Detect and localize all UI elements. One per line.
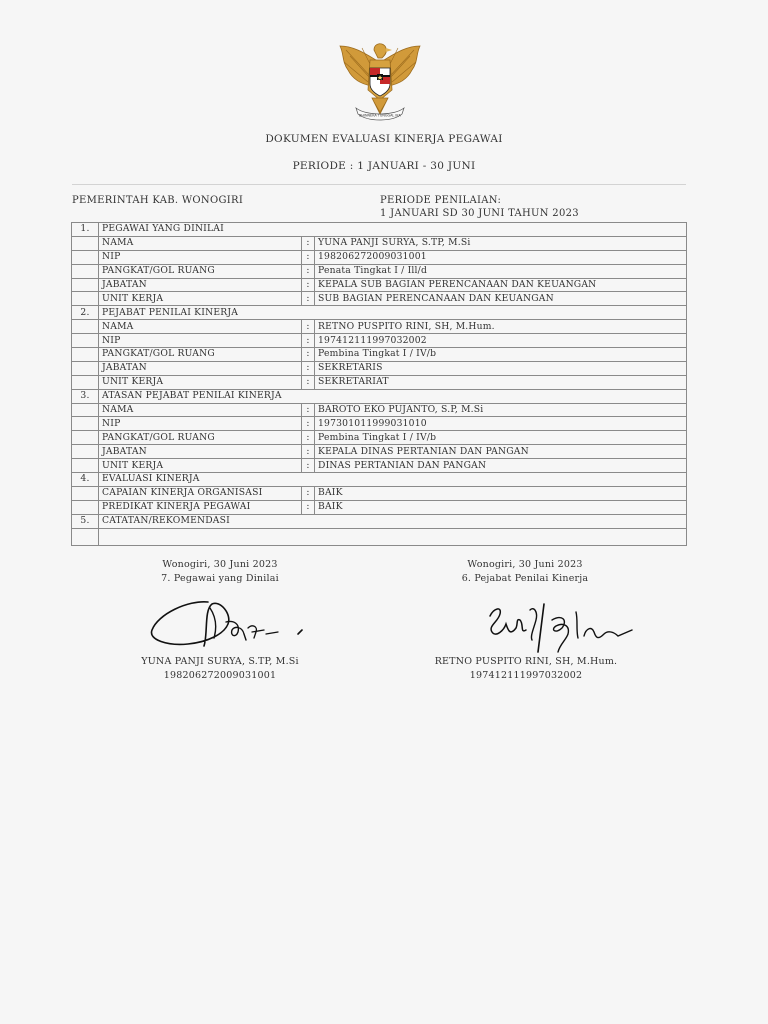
field-label: PANGKAT/GOL RUANG bbox=[99, 348, 302, 362]
separator: : bbox=[302, 375, 315, 389]
separator: : bbox=[302, 278, 315, 292]
emblem-motto: BHINNEKA TUNGGAL IKA bbox=[359, 113, 401, 118]
separator: : bbox=[302, 500, 315, 514]
separator: : bbox=[302, 431, 315, 445]
table-row bbox=[72, 459, 687, 473]
separator: : bbox=[302, 417, 315, 431]
number-cell bbox=[72, 361, 99, 375]
field-label: UNIT KERJA bbox=[99, 375, 302, 389]
section-heading: EVALUASI KINERJA bbox=[99, 473, 687, 487]
separator: : bbox=[302, 348, 315, 362]
field-value: 197412111997032002 bbox=[315, 334, 687, 348]
separator: : bbox=[302, 334, 315, 348]
signature-block-right bbox=[425, 558, 625, 586]
field-label: CAPAIAN KINERJA ORGANISASI bbox=[99, 486, 302, 500]
table-row bbox=[72, 250, 687, 264]
number-cell bbox=[72, 459, 99, 473]
number-cell bbox=[72, 445, 99, 459]
number-cell bbox=[72, 320, 99, 334]
table-row bbox=[72, 264, 687, 278]
table-row bbox=[72, 334, 687, 348]
signer-left bbox=[120, 655, 320, 683]
number-cell bbox=[72, 417, 99, 431]
section-heading: CATATAN/REKOMENDASI bbox=[99, 514, 687, 528]
assessment-period-value: 1 JANUARI SD 30 JUNI TAHUN 2023 bbox=[380, 208, 579, 219]
signer-nip: 198206272009031001 bbox=[163, 670, 277, 681]
evaluation-table bbox=[71, 222, 687, 546]
field-label: UNIT KERJA bbox=[99, 459, 302, 473]
section-heading: PEGAWAI YANG DINILAI bbox=[99, 223, 687, 237]
section-heading-row bbox=[72, 473, 687, 487]
separator: : bbox=[302, 250, 315, 264]
field-value: BAROTO EKO PUJANTO, S.P, M.Si bbox=[315, 403, 687, 417]
field-label: PANGKAT/GOL RUANG bbox=[99, 431, 302, 445]
number-cell bbox=[72, 348, 99, 362]
number-cell bbox=[72, 236, 99, 250]
number-cell bbox=[72, 264, 99, 278]
field-label: NAMA bbox=[99, 320, 302, 334]
signer-nip: 197412111997032002 bbox=[469, 670, 583, 681]
field-value: Pembina Tingkat I / IV/b bbox=[315, 348, 687, 362]
field-value: RETNO PUSPITO RINI, SH, M.Hum. bbox=[315, 320, 687, 334]
table-row bbox=[72, 431, 687, 445]
field-label: UNIT KERJA bbox=[99, 292, 302, 306]
separator: : bbox=[302, 486, 315, 500]
table-row bbox=[72, 403, 687, 417]
table-row bbox=[72, 236, 687, 250]
separator: : bbox=[302, 292, 315, 306]
separator: : bbox=[302, 459, 315, 473]
signer-role: 6. Pejabat Penilai Kinerja bbox=[461, 573, 589, 584]
number-cell bbox=[72, 334, 99, 348]
number-cell bbox=[72, 500, 99, 514]
field-value: SEKRETARIAT bbox=[315, 375, 687, 389]
document-title: DOKUMEN EVALUASI KINERJA PEGAWAI bbox=[265, 133, 503, 145]
signer-name: YUNA PANJI SURYA, S.TP, M.Si bbox=[141, 656, 299, 667]
field-label: NIP bbox=[99, 334, 302, 348]
section-number: 2. bbox=[72, 306, 99, 320]
separator: : bbox=[302, 361, 315, 375]
field-value: 197301011999031010 bbox=[315, 417, 687, 431]
field-label: NIP bbox=[99, 417, 302, 431]
field-value: YUNA PANJI SURYA, S.TP, M.Si bbox=[315, 236, 687, 250]
signer-role: 7. Pegawai yang Dinilai bbox=[161, 573, 279, 584]
table-row bbox=[72, 361, 687, 375]
number-cell bbox=[72, 250, 99, 264]
separator: : bbox=[302, 320, 315, 334]
section-heading-row bbox=[72, 223, 687, 237]
field-label: PANGKAT/GOL RUANG bbox=[99, 264, 302, 278]
section-number: 1. bbox=[72, 223, 99, 237]
signature-block-left bbox=[120, 558, 320, 586]
table-row bbox=[72, 417, 687, 431]
field-label: PREDIKAT KINERJA PEGAWAI bbox=[99, 500, 302, 514]
section-number: 5. bbox=[72, 514, 99, 528]
signer-name: RETNO PUSPITO RINI, SH, M.Hum. bbox=[434, 656, 618, 667]
separator: : bbox=[302, 236, 315, 250]
field-label: NAMA bbox=[99, 236, 302, 250]
number-cell bbox=[72, 292, 99, 306]
section-number: 4. bbox=[72, 473, 99, 487]
separator: : bbox=[302, 445, 315, 459]
field-value: Pembina Tingkat I / IV/b bbox=[315, 431, 687, 445]
table-row bbox=[72, 348, 687, 362]
number-cell bbox=[72, 278, 99, 292]
field-label: JABATAN bbox=[99, 278, 302, 292]
table-row bbox=[72, 486, 687, 500]
section-heading-row bbox=[72, 306, 687, 320]
field-label: JABATAN bbox=[99, 361, 302, 375]
signer-right bbox=[418, 655, 634, 683]
number-cell bbox=[72, 375, 99, 389]
field-value: SEKRETARIS bbox=[315, 361, 687, 375]
place-date: Wonogiri, 30 Juni 2023 bbox=[467, 559, 583, 570]
separator: : bbox=[302, 264, 315, 278]
table-row bbox=[72, 320, 687, 334]
section-number: 3. bbox=[72, 389, 99, 403]
field-value: KEPALA DINAS PERTANIAN DAN PANGAN bbox=[315, 445, 687, 459]
section-heading: PEJABAT PENILAI KINERJA bbox=[99, 306, 687, 320]
table-row bbox=[72, 292, 687, 306]
number-cell bbox=[72, 403, 99, 417]
number-cell bbox=[72, 431, 99, 445]
government-name: PEMERINTAH KAB. WONOGIRI bbox=[72, 195, 244, 206]
field-value: Penata Tingkat I / Ill/d bbox=[315, 264, 687, 278]
place-date: Wonogiri, 30 Juni 2023 bbox=[162, 559, 278, 570]
field-value: BAIK bbox=[315, 486, 687, 500]
notes-row bbox=[72, 528, 687, 545]
table-row bbox=[72, 500, 687, 514]
notes-cell bbox=[99, 528, 687, 545]
handwritten-signature-right bbox=[486, 600, 636, 660]
field-label: JABATAN bbox=[99, 445, 302, 459]
number-cell bbox=[72, 486, 99, 500]
field-label: NIP bbox=[99, 250, 302, 264]
assessment-period-label: PERIODE PENILAIAN: bbox=[380, 195, 502, 206]
field-value: DINAS PERTANIAN DAN PANGAN bbox=[315, 459, 687, 473]
garuda-emblem-icon bbox=[332, 40, 428, 124]
table-row bbox=[72, 445, 687, 459]
section-heading: ATASAN PEJABAT PENILAI KINERJA bbox=[99, 389, 687, 403]
field-value: SUB BAGIAN PERENCANAAN DAN KEUANGAN bbox=[315, 292, 687, 306]
table-row bbox=[72, 278, 687, 292]
table-row bbox=[72, 375, 687, 389]
field-value: KEPALA SUB BAGIAN PERENCANAAN DAN KEUANGAN bbox=[315, 278, 687, 292]
number-cell bbox=[72, 528, 99, 545]
field-label: NAMA bbox=[99, 403, 302, 417]
header-divider bbox=[72, 184, 686, 185]
section-heading-row bbox=[72, 389, 687, 403]
handwritten-signature-left bbox=[148, 594, 308, 656]
document-period: PERIODE : 1 JANUARI - 30 JUNI bbox=[292, 160, 476, 172]
separator: : bbox=[302, 403, 315, 417]
field-value: BAIK bbox=[315, 500, 687, 514]
section-heading-row bbox=[72, 514, 687, 528]
field-value: 198206272009031001 bbox=[315, 250, 687, 264]
